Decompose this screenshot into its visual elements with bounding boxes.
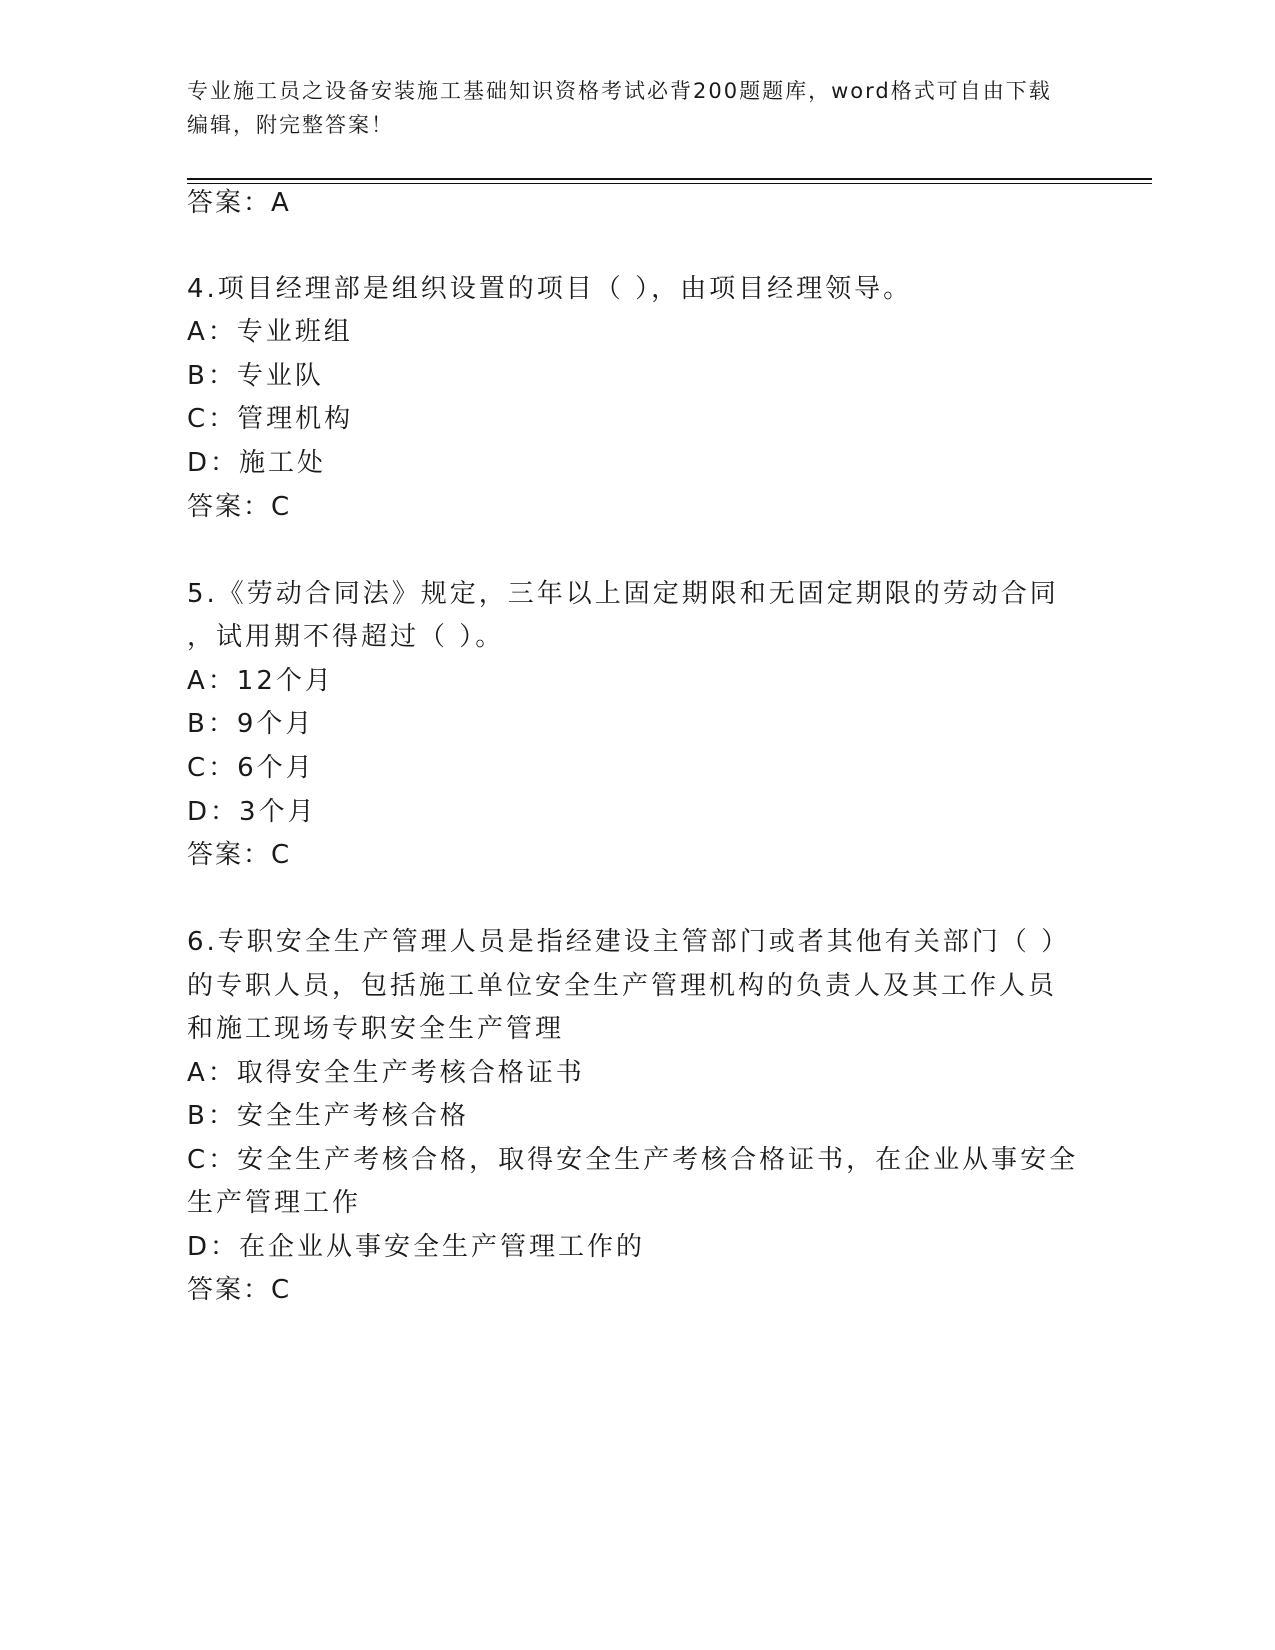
question-5-option-a: A：12个月 xyxy=(187,666,334,696)
question-6-option-c-line-1: C：安全生产考核合格，取得安全生产考核合格证书，在企业从事安全 xyxy=(187,1145,1079,1175)
question-4-option-b: B：专业队 xyxy=(187,361,324,391)
question-5-option-c: C：6个月 xyxy=(187,753,315,783)
question-6-stem-line-3: 和施工现场专职安全生产管理 xyxy=(187,1014,565,1044)
question-6-option-d: D：在企业从事安全生产管理工作的 xyxy=(187,1232,646,1262)
question-6-stem-line-1: 6.专职安全生产管理人员是指经建设主管部门或者其他有关部门（ ） xyxy=(187,927,1071,957)
header-divider-thick xyxy=(187,178,1152,180)
question-4-option-d: D：施工处 xyxy=(187,448,327,478)
question-6-option-b: B：安全生产考核合格 xyxy=(187,1101,469,1131)
answer-q5: 答案：C xyxy=(187,840,292,870)
question-5-option-d: D：3个月 xyxy=(187,797,317,827)
header-divider-thin xyxy=(187,183,1152,184)
question-4-option-a: A：专业班组 xyxy=(187,317,353,347)
document-header-text: 专业施工员之设备安装施工基础知识资格考试必背200题题库，word格式可自由下载编辑，附完整答案！ xyxy=(187,79,1052,137)
question-5-stem-line-1: 5.《劳动合同法》规定，三年以上固定期限和无固定期限的劳动合同 xyxy=(187,579,1059,609)
answer-q4: 答案：C xyxy=(187,492,292,522)
answer-q6: 答案：C xyxy=(187,1275,292,1305)
question-4-option-c: C：管理机构 xyxy=(187,404,354,434)
question-6-option-a: A：取得安全生产考核合格证书 xyxy=(187,1058,585,1088)
answer-q3: 答案：A xyxy=(187,188,291,218)
question-4-stem: 4.项目经理部是组织设置的项目（ ），由项目经理领导。 xyxy=(187,274,913,304)
question-5-stem-line-2: ，试用期不得超过（ ）。 xyxy=(187,622,505,652)
question-6-option-c-line-2: 生产管理工作 xyxy=(187,1188,362,1218)
question-5-option-b: B：9个月 xyxy=(187,709,315,739)
question-6-stem-line-2: 的专职人员，包括施工单位安全生产管理机构的负责人及其工作人员 xyxy=(187,971,1058,1001)
